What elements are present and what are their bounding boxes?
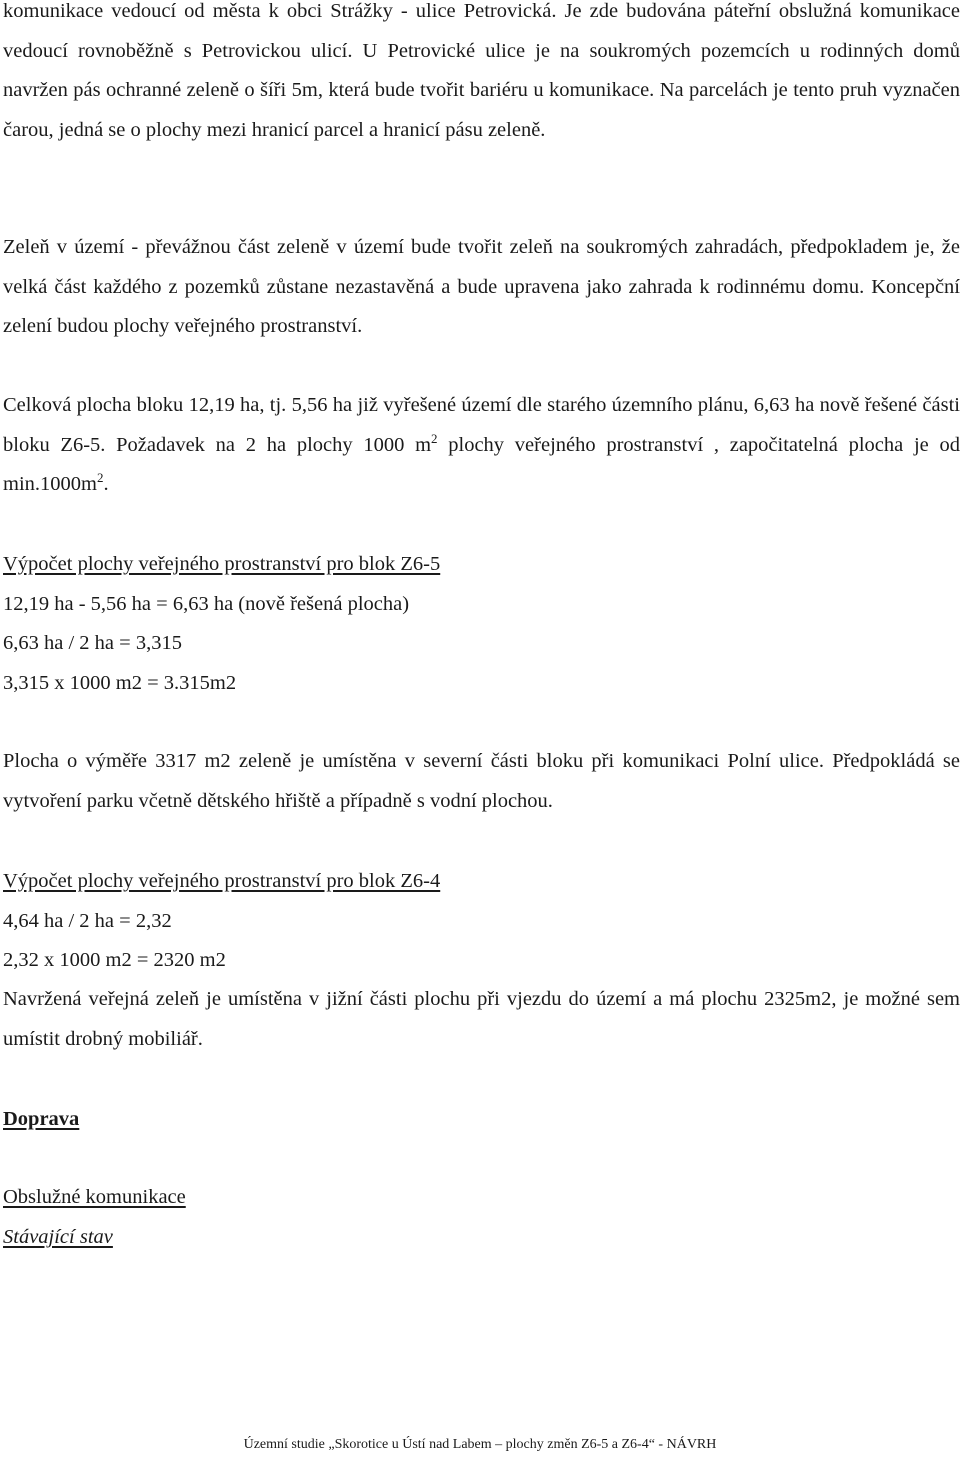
section-heading-doprava (3, 1100, 960, 1140)
subheading-italic-text: Stávající stav (3, 1226, 113, 1248)
subheading-obsluzne-komunikace (3, 1178, 960, 1218)
paragraph-celkova-plocha-part-a: Celková plocha bloku 12,19 ha, tj. 5,56 ha již vyřešené území dle starého územního plánu, 6,63 ha nově řešené části bloku Z6-5. Požadavek na 2 ha plochy 1000 m (3, 394, 960, 456)
paragraph-petrovicka: komunikace vedoucí od města k obci Strážky - ulice Petrovická. Je zde budována páteřní obslužná komunikace vedoucí rovnoběžně s Petrovickou ulicí. U Petrovické ulice je na soukromých pozemcích u rodinných domů navržen pás ochranné zeleně o šíři 5m, která bude tvořit bariéru u komunikace. Na parcelách je tento pruh vyznačen čarou, jedná se o plochy mezi hranicí parcel a hranicí pásu zeleně. (3, 0, 960, 141)
superscript-1: 2 (431, 430, 438, 446)
calculation-title-z6-5: Výpočet plochy veřejného prostranství pro blok Z6-5 (3, 553, 441, 575)
superscript-2: 2 (96, 470, 104, 486)
section-heading-text: Doprava (3, 1108, 80, 1130)
calculation-line: 6,63 ha / 2 ha = 3,315 (3, 632, 182, 654)
calculation-block-z6-5 (3, 545, 960, 703)
document-page (3, 0, 960, 1460)
paragraph-celkova-plocha (3, 386, 960, 505)
page-footer: Územní studie „Skorotice u Ústí nad Labem – plochy změn Z6-5 a Z6-4“ - NÁVRH (243, 1437, 717, 1452)
calculation-line: 12,19 ha - 5,56 ha = 6,63 ha (nově řešená plocha) (3, 592, 410, 615)
calculation-title-z6-4: Výpočet plochy veřejného prostranství pro blok Z6-4 (3, 870, 441, 892)
subheading-stavajici-stav (3, 1218, 960, 1258)
paragraph-celkova-plocha-part-b: plochy veřejného prostranství , započitatelná plocha je od min.1000m (3, 433, 960, 495)
calculation-line: 4,64 ha / 2 ha = 2,32 (3, 909, 172, 932)
paragraph-zelen-v-uzemi: Zeleň v území - převážnou část zeleně v území bude tvořit zeleň na soukromých zahradách, předpokladem je, že velká část každého z pozemků zůstane nezastavěná a bude upravena jako zahrada k rodinnému domu. Koncepční zelení budou plochy veřejného prostranství. (3, 236, 960, 337)
calculation-line: 3,315 x 1000 m2 = 3.315m2 (3, 671, 237, 694)
paragraph-celkova-plocha-part-c: . (103, 473, 109, 495)
calculation-block-z6-4 (3, 862, 960, 981)
subheading-text: Obslužné komunikace (3, 1186, 186, 1208)
paragraph-plocha-3317: Plocha o výměře 3317 m2 zeleně je umístěna v severní části bloku při komunikaci Polní ulice. Předpokládá se vytvoření parku včetně dětského hřiště a případně s vodní plochou. (3, 750, 960, 812)
calculation-line: 2,32 x 1000 m2 = 2320 m2 (3, 949, 226, 971)
paragraph-navrzena-zelen: Navržená veřejná zeleň je umístěna v jižní části plochu při vjezdu do území a má plochu 2325m2, je možné sem umístit drobný mobiliář. (3, 988, 960, 1050)
